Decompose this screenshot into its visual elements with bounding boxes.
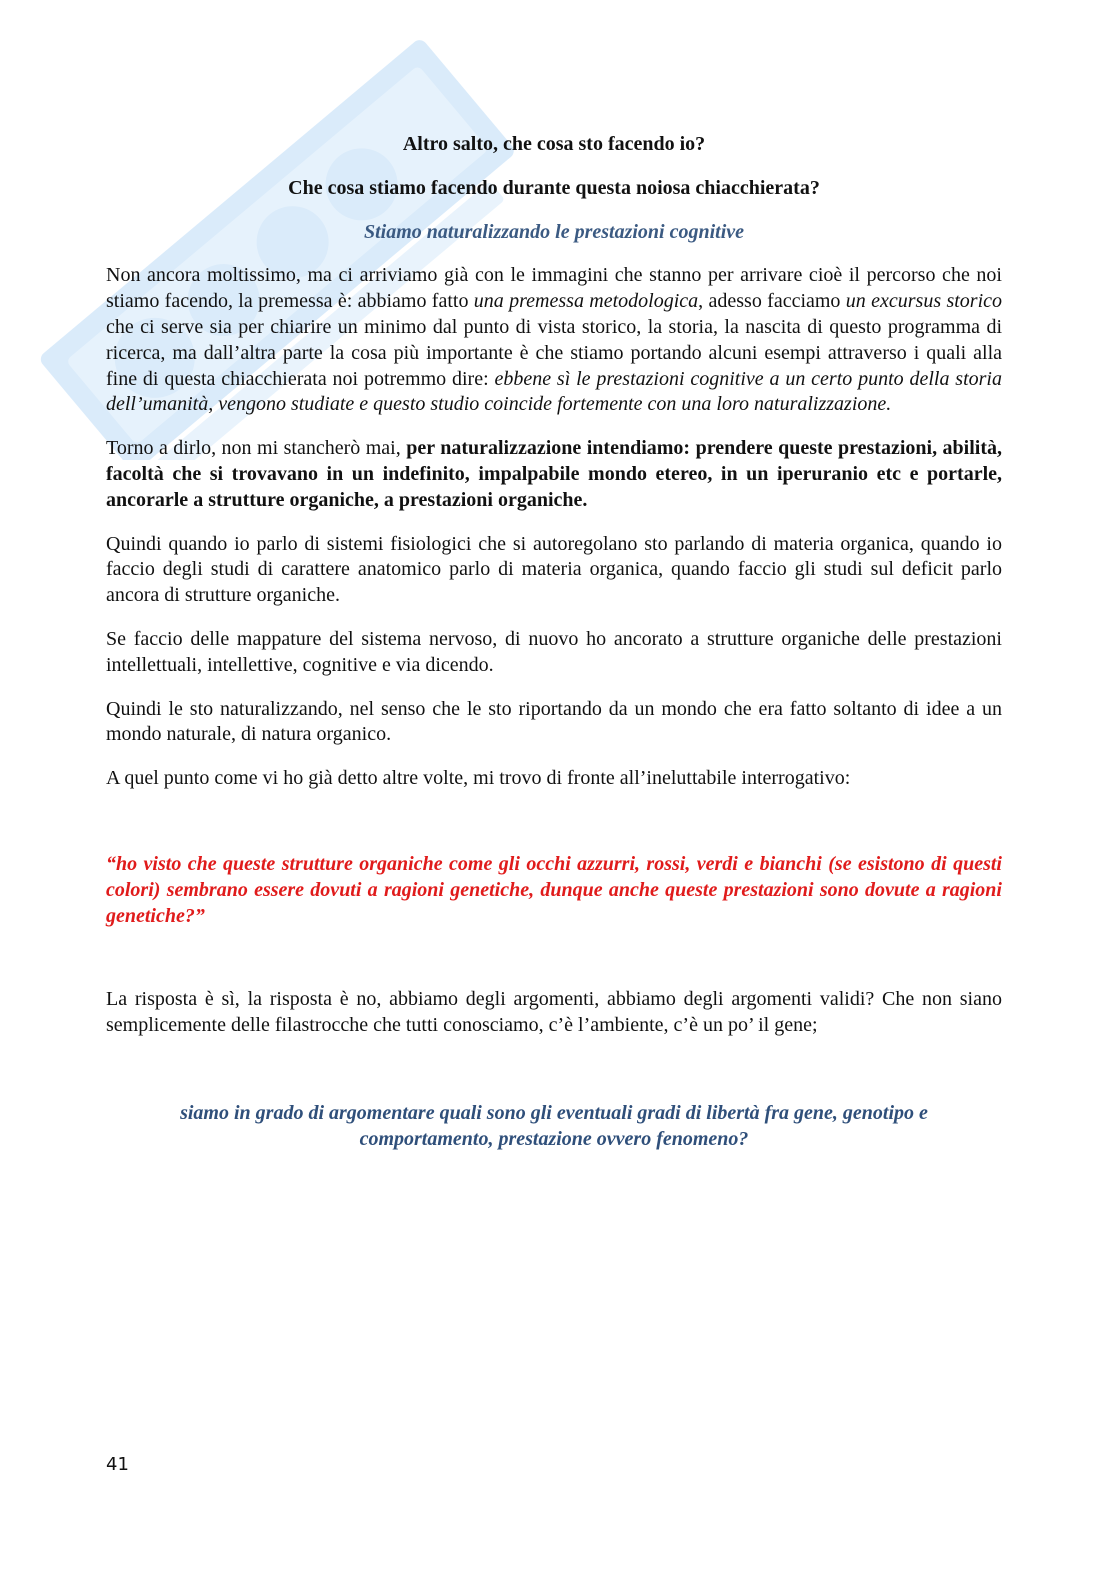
- paragraph-risposta: La risposta è sì, la risposta è no, abbiamo degli argomenti, abbiamo degli argomenti validi? Che non siano semplicemente delle filastrocche che tutti conosciamo, c’è l’ambiente, c’è un po’ il gene;: [106, 988, 1002, 1037]
- heading-che-cosa-stiamo-facendo: Che cosa stiamo facendo durante questa noiosa chiacchierata?: [288, 176, 820, 199]
- page-number: 41: [106, 1454, 129, 1475]
- p1-text-c: , adesso facciamo: [698, 290, 846, 313]
- p1-text-e: che ci serve sia per chiarire un minimo dal punto di vista storico, la storia, la nascita di questo programma di ricerca, ma dall’altra parte la cosa più importante è che stiamo portando alcuni esempi attraverso i quali alla fine di questa chiacchierata noi potremmo dire:: [106, 315, 1002, 390]
- document-page: [106, 130, 1002, 1173]
- closing-question-gradi-liberta: siamo in grado di argomentare quali sono gli eventuali gradi di libertà fra gene, genotipo e comportamento, prestazione ovvero fenomeno?: [180, 1101, 928, 1150]
- p1-ebbene-si: ebbene sì le prestazioni cognitive a un certo punto della storia dell’umanità, vengono studiate e questo studio coincide fortemente con una loro naturalizzazione.: [106, 367, 1002, 416]
- p1-text-a: Non ancora moltissimo, ma ci arriviamo già con le immagini che stanno per arrivare cioè il percorso che noi stiamo facendo, la premessa è: abbiamo fatto: [106, 264, 1002, 313]
- paragraph-sistemi-fisiologici: Quindi quando io parlo di sistemi fisiologici che si autoregolano sto parlando di materia organica, quando io faccio degli studi di carattere anatomico parlo di materia organica, quando faccio gli studi sul deficit parlo ancora di strutture organiche.: [106, 532, 1002, 607]
- paragraph-mappature: Se faccio delle mappature del sistema nervoso, di nuovo ho ancorato a strutture organiche delle prestazioni intellettuali, intellettive, cognitive e via dicendo.: [106, 627, 1002, 676]
- paragraph-interrogativo: A quel punto come vi ho già detto altre volte, mi trovo di fronte all’ineluttabile interrogativo:: [106, 767, 851, 790]
- p1-premessa-metodologica: una premessa metodologica: [473, 290, 699, 313]
- p2-text-a: Torno a dirlo, non mi stancherò mai,: [106, 437, 407, 460]
- paragraph-naturalizzando: Quindi le sto naturalizzando, nel senso che le sto riportando da un mondo che era fatto soltanto di idee a un mondo naturale, di natura organico.: [106, 697, 1002, 746]
- p2-definizione-bold: per naturalizzazione intendiamo: prendere queste prestazioni, abilità, facoltà che si trovavano in un indefinito, impalpabile mondo etereo, in un iperuranio etc e portarle, ancorarle a strutture organiche, a prestazioni organiche.: [106, 437, 1002, 511]
- paragraph-percorso: [106, 263, 1002, 418]
- subtitle-naturalizzando: Stiamo naturalizzando le prestazioni cognitive: [363, 220, 745, 243]
- paragraph-naturalizzazione: [106, 436, 1002, 513]
- p1-excursus-storico: un excursus storico: [845, 290, 1002, 313]
- red-quote-ragioni-genetiche: “ho visto che queste strutture organiche come gli occhi azzurri, rossi, verdi e bianchi (se esistono di questi colori) sembrano essere dovuti a ragioni genetiche, dunque anche queste prestazioni sono dovute a ragioni genetiche?”: [106, 852, 1002, 927]
- heading-altro-salto: Altro salto, che cosa sto facendo io?: [402, 133, 706, 155]
